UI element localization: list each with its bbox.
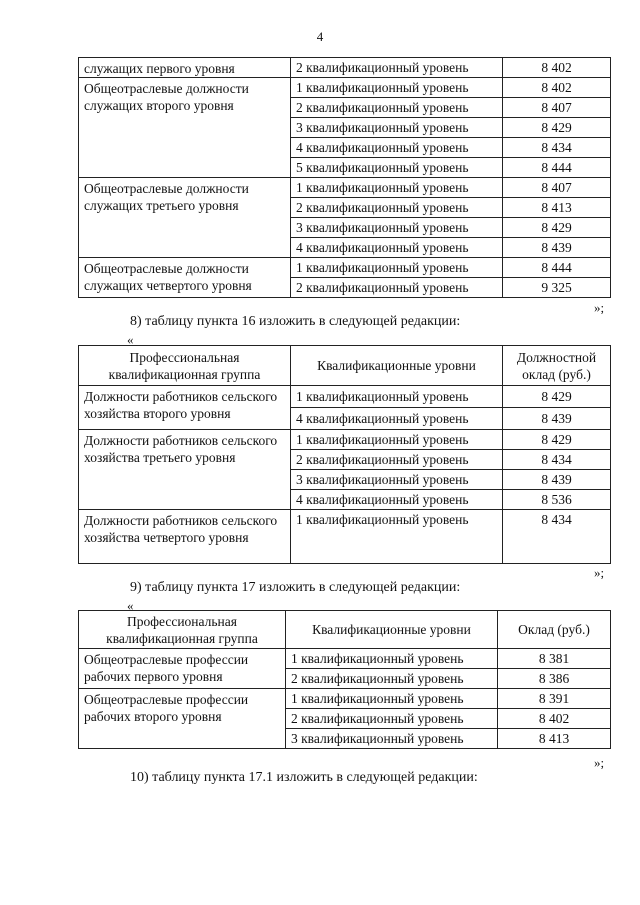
table-general-positions bbox=[78, 57, 611, 298]
salary-cell: 8 434 bbox=[503, 450, 611, 470]
group-cell: служащих первого уровня bbox=[79, 58, 291, 78]
column-header: Квалификационные уровни bbox=[286, 611, 498, 649]
paragraph-10: 10) таблицу пункта 17.1 изложить в следующей редакции: bbox=[130, 770, 478, 785]
salary-cell: 8 402 bbox=[503, 58, 611, 78]
salary-cell: 8 381 bbox=[498, 649, 611, 669]
group-cell: Должности работников сельского хозяйства второго уровня bbox=[79, 386, 291, 430]
column-header: Должностной оклад (руб.) bbox=[503, 346, 611, 386]
level-cell: 5 квалификационный уровень bbox=[291, 158, 503, 178]
table-1-body bbox=[79, 58, 611, 298]
level-cell: 4 квалификационный уровень bbox=[291, 238, 503, 258]
salary-cell: 8 434 bbox=[503, 138, 611, 158]
salary-cell: 8 407 bbox=[503, 178, 611, 198]
level-cell: 3 квалификационный уровень bbox=[286, 729, 498, 749]
level-cell: 2 квалификационный уровень bbox=[291, 98, 503, 118]
table-row bbox=[79, 689, 611, 709]
level-cell: 1 квалификационный уровень bbox=[291, 178, 503, 198]
group-cell: Общеотраслевые профессии рабочих первого уровня bbox=[79, 649, 286, 689]
level-cell: 1 квалификационный уровень bbox=[291, 258, 503, 278]
salary-cell: 8 429 bbox=[503, 386, 611, 408]
level-cell: 1 квалификационный уровень bbox=[286, 649, 498, 669]
level-cell: 1 квалификационный уровень bbox=[291, 78, 503, 98]
level-cell: 3 квалификационный уровень bbox=[291, 118, 503, 138]
level-cell: 3 квалификационный уровень bbox=[291, 470, 503, 490]
level-cell: 2 квалификационный уровень bbox=[286, 709, 498, 729]
salary-cell: 8 444 bbox=[503, 258, 611, 278]
salary-cell: 8 413 bbox=[498, 729, 611, 749]
salary-cell: 8 439 bbox=[503, 470, 611, 490]
salary-cell: 8 429 bbox=[503, 218, 611, 238]
salary-cell: 9 325 bbox=[503, 278, 611, 298]
closing-quote-3: »; bbox=[594, 755, 605, 770]
group-cell: Общеотраслевые должности служащих четвертого уровня bbox=[79, 258, 291, 298]
level-cell: 1 квалификационный уровень bbox=[286, 689, 498, 709]
salary-cell: 8 391 bbox=[498, 689, 611, 709]
group-cell: Общеотраслевые профессии рабочих второго уровня bbox=[79, 689, 286, 749]
salary-cell: 8 429 bbox=[503, 430, 611, 450]
level-cell: 2 квалификационный уровень bbox=[291, 58, 503, 78]
table-row bbox=[79, 78, 611, 98]
column-header: Профессиональная квалификационная группа bbox=[79, 611, 286, 649]
salary-cell: 8 402 bbox=[503, 78, 611, 98]
salary-cell: 8 439 bbox=[503, 238, 611, 258]
salary-cell: 8 402 bbox=[498, 709, 611, 729]
header-row bbox=[79, 346, 611, 386]
salary-cell: 8 444 bbox=[503, 158, 611, 178]
paragraph-9: 9) таблицу пункта 17 изложить в следующей редакции: bbox=[130, 580, 461, 595]
group-cell: Должности работников сельского хозяйства третьего уровня bbox=[79, 430, 291, 510]
level-cell: 1 квалификационный уровень bbox=[291, 430, 503, 450]
group-cell: Общеотраслевые должности служащих третьего уровня bbox=[79, 178, 291, 258]
table-row bbox=[79, 386, 611, 408]
salary-cell: 8 386 bbox=[498, 669, 611, 689]
salary-cell: 8 407 bbox=[503, 98, 611, 118]
table-agriculture-positions bbox=[78, 345, 611, 564]
column-header: Квалификационные уровни bbox=[291, 346, 503, 386]
table-2-body bbox=[79, 386, 611, 564]
opening-quote-9: « bbox=[127, 598, 134, 613]
level-cell: 3 квалификационный уровень bbox=[291, 218, 503, 238]
level-cell: 2 квалификационный уровень bbox=[291, 198, 503, 218]
header-row bbox=[79, 611, 611, 649]
level-cell: 1 квалификационный уровень bbox=[291, 386, 503, 408]
level-cell: 2 квалификационный уровень bbox=[286, 669, 498, 689]
table-3-header bbox=[79, 611, 611, 649]
closing-quote-1: »; bbox=[594, 300, 605, 315]
level-cell: 4 квалификационный уровень bbox=[291, 138, 503, 158]
paragraph-8: 8) таблицу пункта 16 изложить в следующей редакции: bbox=[130, 314, 461, 329]
closing-quote-2: »; bbox=[594, 565, 605, 580]
table-row bbox=[79, 58, 611, 78]
column-header: Оклад (руб.) bbox=[498, 611, 611, 649]
salary-cell: 8 413 bbox=[503, 198, 611, 218]
group-cell: Должности работников сельского хозяйства четвертого уровня bbox=[79, 510, 291, 564]
table-row bbox=[79, 178, 611, 198]
level-cell: 1 квалификационный уровень bbox=[291, 510, 503, 564]
level-cell: 4 квалификационный уровень bbox=[291, 490, 503, 510]
salary-cell: 8 439 bbox=[503, 408, 611, 430]
opening-quote-8: « bbox=[127, 332, 134, 347]
column-header: Профессиональная квалификационная группа bbox=[79, 346, 291, 386]
level-cell: 2 квалификационный уровень bbox=[291, 278, 503, 298]
table-row bbox=[79, 258, 611, 278]
table-2-header bbox=[79, 346, 611, 386]
table-3-body bbox=[79, 649, 611, 749]
table-row bbox=[79, 430, 611, 450]
page-number: 4 bbox=[316, 29, 324, 44]
table-row bbox=[79, 510, 611, 564]
table-row bbox=[79, 649, 611, 669]
salary-cell: 8 429 bbox=[503, 118, 611, 138]
group-cell: Общеотраслевые должности служащих второго уровня bbox=[79, 78, 291, 178]
table-worker-professions bbox=[78, 610, 611, 749]
salary-cell: 8 536 bbox=[503, 490, 611, 510]
level-cell: 4 квалификационный уровень bbox=[291, 408, 503, 430]
level-cell: 2 квалификационный уровень bbox=[291, 450, 503, 470]
salary-cell: 8 434 bbox=[503, 510, 611, 564]
